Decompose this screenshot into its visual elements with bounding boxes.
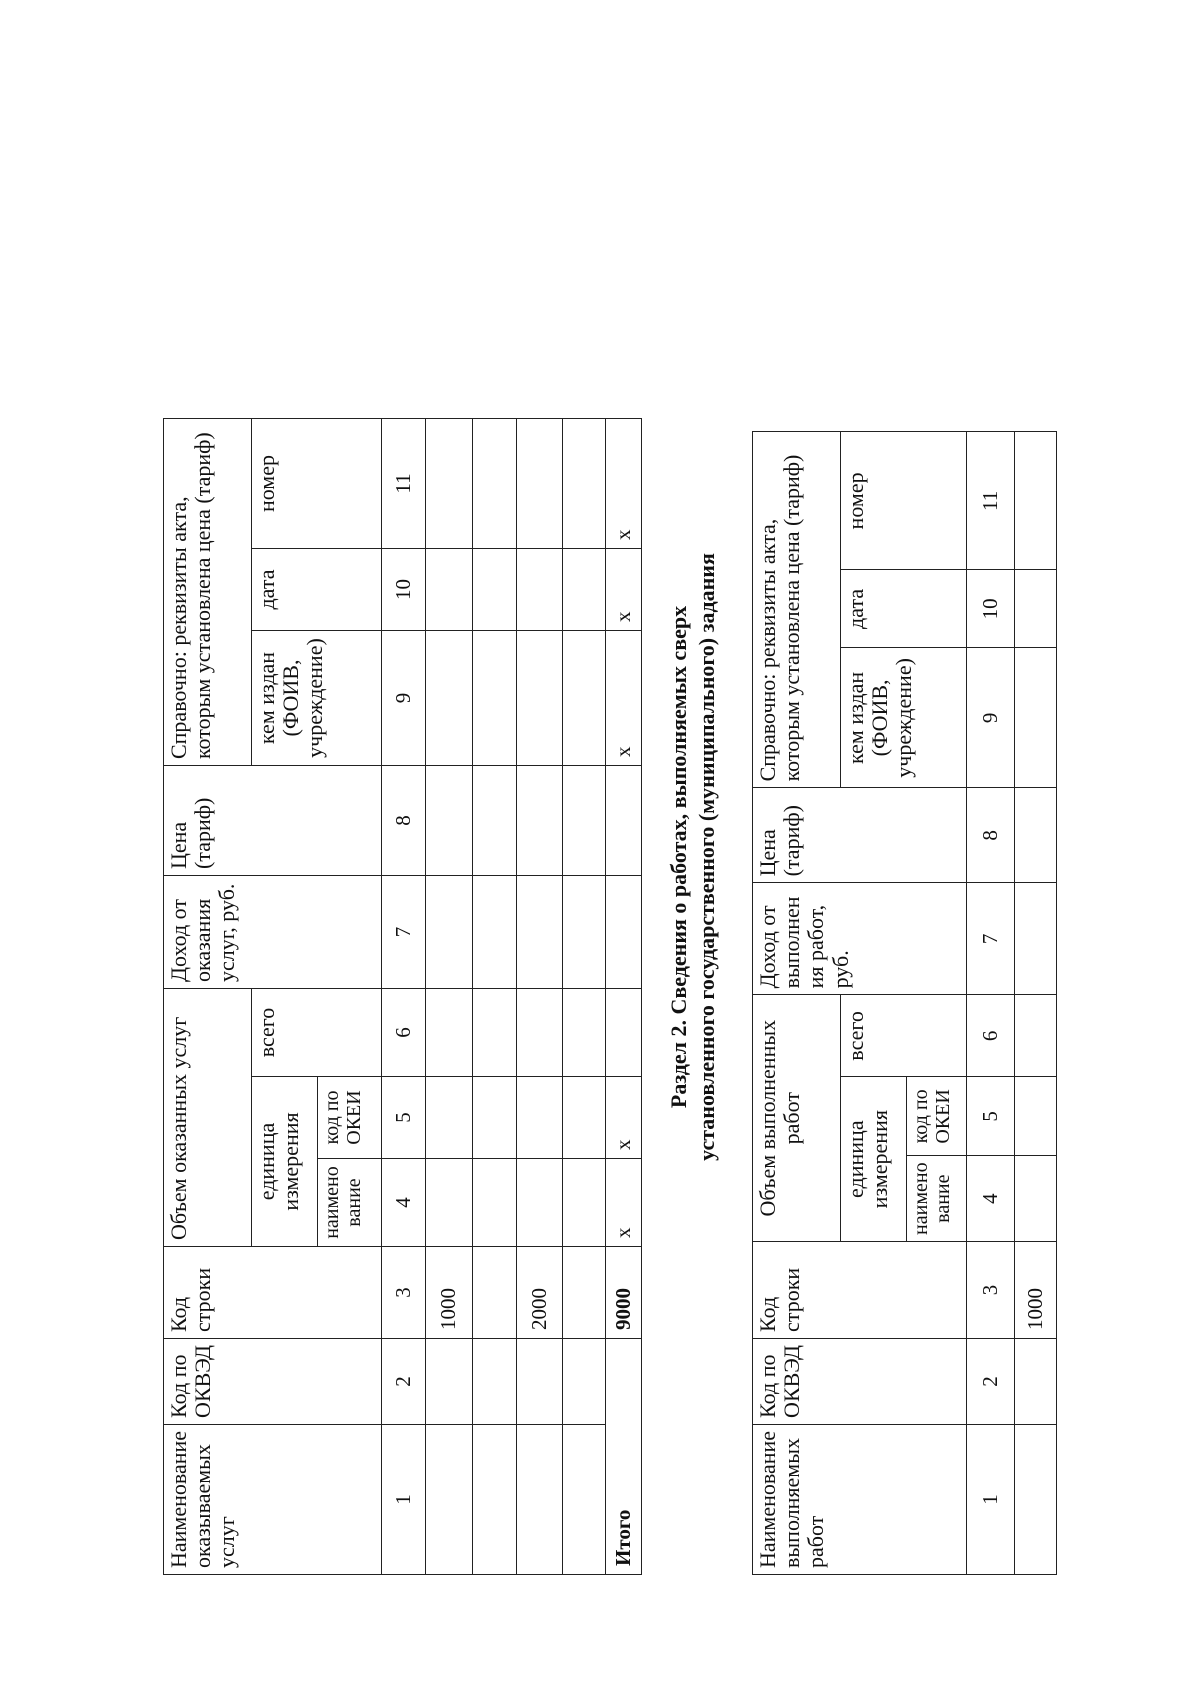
- cell: 1000: [1015, 1241, 1057, 1338]
- total-number: х: [606, 419, 642, 549]
- total-income: [606, 876, 642, 989]
- col-number: 8: [967, 788, 1015, 883]
- cell: [517, 1077, 563, 1159]
- services-table: [163, 418, 642, 1575]
- cell: [1015, 883, 1057, 995]
- header-unit-name: наимено вание: [907, 1156, 967, 1242]
- header-date: дата: [252, 549, 382, 631]
- cell: [517, 419, 563, 549]
- cell: [1015, 570, 1057, 648]
- cell: [426, 1339, 473, 1425]
- header-reference: Справочно: реквизиты акта, которым установлена цена (тариф): [753, 432, 841, 788]
- total-row: [606, 419, 642, 1575]
- header-price: Цена (тариф): [753, 788, 967, 883]
- column-number-row: [967, 432, 1015, 1575]
- cell: [1015, 1077, 1057, 1156]
- header-number: номер: [252, 419, 382, 549]
- col-number: 4: [967, 1156, 1015, 1242]
- table-row: [517, 419, 563, 1575]
- cell: [1015, 648, 1057, 788]
- col-number: 4: [382, 1159, 426, 1247]
- cell: [517, 1424, 563, 1574]
- cell: [1015, 788, 1057, 883]
- col-number: 11: [382, 419, 426, 549]
- col-number: 6: [382, 989, 426, 1077]
- cell: [563, 1424, 606, 1574]
- header-okved: Код по ОКВЭД: [164, 1339, 382, 1425]
- cell: [1015, 1424, 1057, 1574]
- total-date: х: [606, 549, 642, 631]
- header-unit-okei: код по ОКЕИ: [907, 1077, 967, 1156]
- col-number: 1: [382, 1424, 426, 1574]
- cell: [473, 1339, 517, 1425]
- cell: [473, 631, 517, 766]
- total-label: Итого: [606, 1339, 642, 1575]
- cell: [1015, 1338, 1057, 1424]
- cell: [563, 1077, 606, 1159]
- header-volume: Объем выполненных работ: [753, 995, 841, 1242]
- header-work-name: Наименование выполняемых работ: [753, 1424, 967, 1574]
- cell: [473, 876, 517, 989]
- cell: [517, 1159, 563, 1247]
- cell: [563, 1159, 606, 1247]
- cell: [473, 1424, 517, 1574]
- header-okved: Код по ОКВЭД: [753, 1338, 967, 1424]
- header-row-code: Код строки: [753, 1241, 967, 1338]
- table-row: [1015, 432, 1057, 1575]
- cell: [517, 631, 563, 766]
- header-issuer: кем издан (ФОИВ, учреждение): [252, 631, 382, 766]
- cell: [426, 1077, 473, 1159]
- cell: [517, 1339, 563, 1425]
- cell: [1015, 1156, 1057, 1242]
- cell: 2000: [517, 1247, 563, 1339]
- col-number: 10: [967, 570, 1015, 648]
- col-number: 2: [382, 1339, 426, 1425]
- cell: [517, 549, 563, 631]
- cell: [426, 1424, 473, 1574]
- col-number: 8: [382, 766, 426, 876]
- cell: [426, 766, 473, 876]
- cell: [426, 989, 473, 1077]
- col-number: 3: [382, 1247, 426, 1339]
- header-total: всего: [841, 995, 967, 1077]
- cell: [473, 1159, 517, 1247]
- cell: [563, 1247, 606, 1339]
- col-number: 5: [967, 1077, 1015, 1156]
- cell: [426, 549, 473, 631]
- cell: [473, 766, 517, 876]
- col-number: 10: [382, 549, 426, 631]
- cell: [563, 766, 606, 876]
- works-table: [752, 431, 1057, 1575]
- header-unit-name: наимено вание: [318, 1159, 382, 1247]
- header-row-code: Код строки: [164, 1247, 382, 1339]
- col-number: 2: [967, 1338, 1015, 1424]
- cell: [426, 631, 473, 766]
- table-row: [426, 419, 473, 1575]
- cell: [426, 1159, 473, 1247]
- total-unit-name: х: [606, 1159, 642, 1247]
- cell: [473, 989, 517, 1077]
- section2-title-line2: установленного государственного (муниципального) задания: [694, 553, 719, 1161]
- cell: [426, 419, 473, 549]
- cell: [563, 989, 606, 1077]
- col-number: 9: [967, 648, 1015, 788]
- cell: [517, 989, 563, 1077]
- cell: [426, 876, 473, 989]
- header-service-name: Наименование оказываемых услуг: [164, 1424, 382, 1574]
- total-price: [606, 766, 642, 876]
- cell: [473, 419, 517, 549]
- header-income: Доход от оказания услуг, руб.: [164, 876, 382, 989]
- header-unit: единица измерения: [252, 1077, 318, 1247]
- col-number: 6: [967, 995, 1015, 1077]
- header-issuer: кем издан (ФОИВ, учреждение): [841, 648, 967, 788]
- table-row: [473, 419, 517, 1575]
- col-number: 9: [382, 631, 426, 766]
- column-number-row: [382, 419, 426, 1575]
- header-unit-okei: код по ОКЕИ: [318, 1077, 382, 1159]
- cell: [517, 876, 563, 989]
- total-volume: [606, 989, 642, 1077]
- col-number: 11: [967, 432, 1015, 570]
- col-number: 5: [382, 1077, 426, 1159]
- cell: [473, 549, 517, 631]
- header-volume: Объем оказанных услуг: [164, 989, 252, 1247]
- cell: [563, 876, 606, 989]
- header-reference: Справочно: реквизиты акта, которым установлена цена (тариф): [164, 419, 252, 766]
- header-price: Цена (тариф): [164, 766, 382, 876]
- header-unit: единица измерения: [841, 1077, 907, 1242]
- cell: [473, 1247, 517, 1339]
- table-row: [563, 419, 606, 1575]
- header-number: номер: [841, 432, 967, 570]
- col-number: 7: [382, 876, 426, 989]
- col-number: 1: [967, 1424, 1015, 1574]
- cell: [563, 631, 606, 766]
- col-number: 3: [967, 1241, 1015, 1338]
- header-total: всего: [252, 989, 382, 1077]
- section2-title-line1: Раздел 2. Сведения о работах, выполняемых сверх: [666, 605, 691, 1109]
- cell: [517, 766, 563, 876]
- total-row-code: 9000: [606, 1247, 642, 1339]
- cell: 1000: [426, 1247, 473, 1339]
- total-unit-okei: х: [606, 1077, 642, 1159]
- total-issuer: х: [606, 631, 642, 766]
- cell: [563, 549, 606, 631]
- cell: [563, 419, 606, 549]
- cell: [563, 1339, 606, 1425]
- header-income: Доход от выполнен ия работ, руб.: [753, 883, 967, 995]
- col-number: 7: [967, 883, 1015, 995]
- header-date: дата: [841, 570, 967, 648]
- cell: [1015, 995, 1057, 1077]
- cell: [473, 1077, 517, 1159]
- cell: [1015, 432, 1057, 570]
